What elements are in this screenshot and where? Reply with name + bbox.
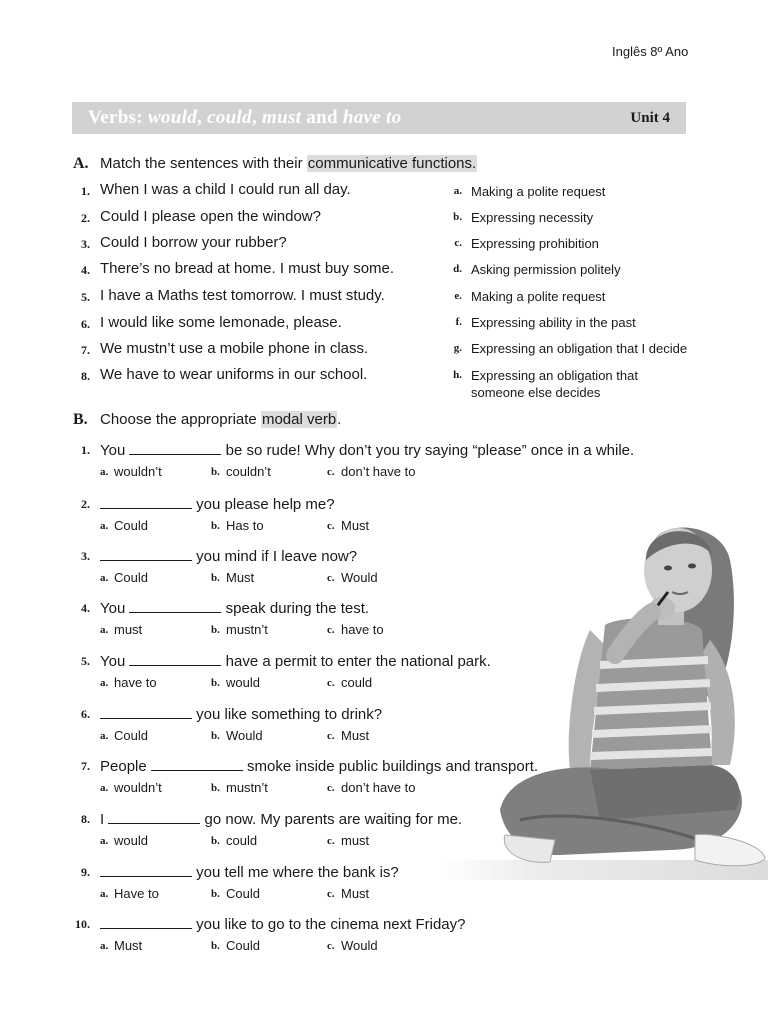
function-text: Expressing an obligation that I decide (471, 341, 688, 356)
sentence-text: I have a Maths test tomorrow. I must study. (100, 287, 385, 304)
sentence-number: 4. (81, 263, 90, 277)
function-letter: a. (453, 185, 462, 197)
option-text[interactable]: Could (226, 886, 260, 901)
option-letter: b. (211, 624, 220, 636)
unit-number: Unit 4 (630, 110, 670, 126)
unit-title: Verbs: would, could, must and have to (88, 107, 402, 128)
question-text: you please help me? (100, 494, 335, 513)
question-number: 2. (81, 497, 90, 511)
question-number: 4. (81, 601, 90, 615)
function-text: Making a polite request (471, 184, 606, 199)
question-text: You be so rude! Why don’t you try saying “please” once in a while. (100, 442, 635, 459)
option-text[interactable]: have to (341, 622, 384, 637)
option-text[interactable]: must (341, 833, 370, 848)
option-text[interactable]: Have to (114, 886, 159, 901)
option-text[interactable]: would (226, 675, 260, 690)
sentence-number: 6. (81, 317, 90, 331)
function-text: Expressing an obligation that someone else decides (471, 368, 638, 400)
option-letter: a. (100, 940, 109, 952)
option-text[interactable]: have to (114, 675, 157, 690)
question-number: 10. (75, 917, 90, 931)
thinking-girl-photo (440, 520, 768, 890)
sentence-number: 7. (81, 343, 90, 357)
option-letter: b. (211, 730, 220, 742)
option-letter: c. (327, 466, 335, 478)
question-number: 5. (81, 654, 90, 668)
question-text: You speak during the test. (100, 600, 370, 617)
option-letter: c. (327, 730, 335, 742)
option-letter: c. (327, 835, 335, 847)
option-letter: a. (100, 466, 109, 478)
answer-blank[interactable] (100, 546, 192, 561)
option-text[interactable]: Must (341, 518, 370, 533)
unit-title-bar (72, 102, 686, 134)
option-letter: c. (327, 677, 335, 689)
option-letter: a. (100, 572, 109, 584)
option-text[interactable]: Would (341, 570, 378, 585)
option-text[interactable]: mustn’t (226, 780, 268, 795)
section-b-instruction: Choose the appropriate modal verb. (100, 411, 342, 428)
option-text[interactable]: Must (226, 570, 255, 585)
function-letter: h. (453, 369, 462, 381)
sentence-number: 3. (81, 237, 90, 251)
answer-blank[interactable] (100, 704, 192, 719)
function-text: Expressing prohibition (471, 236, 599, 251)
question-text: I go now. My parents are waiting for me. (100, 811, 463, 828)
option-letter: a. (100, 888, 109, 900)
option-text[interactable]: Could (114, 570, 148, 585)
sentence-number: 2. (81, 211, 90, 225)
question-text: you like something to drink? (100, 704, 382, 723)
function-letter: c. (454, 237, 462, 249)
sentence-text: Could I borrow your rubber? (100, 234, 287, 251)
question-text: you like to go to the cinema next Friday? (100, 914, 465, 933)
option-letter: b. (211, 572, 220, 584)
sentence-text: We mustn’t use a mobile phone in class. (100, 340, 369, 357)
question-number: 8. (81, 812, 90, 826)
answer-blank[interactable] (129, 598, 221, 613)
option-letter: b. (211, 835, 220, 847)
option-text[interactable]: Must (341, 886, 370, 901)
option-letter: c. (327, 940, 335, 952)
option-letter: b. (211, 466, 220, 478)
option-text[interactable]: Could (114, 728, 148, 743)
option-letter: c. (327, 520, 335, 532)
sentence-text: We have to wear uniforms in our school. (100, 366, 368, 383)
question-number: 9. (81, 865, 90, 879)
function-letter: e. (454, 290, 462, 302)
function-text: Expressing ability in the past (471, 315, 636, 330)
option-text[interactable]: Would (226, 728, 263, 743)
sentence-number: 1. (81, 184, 90, 198)
option-letter: c. (327, 572, 335, 584)
option-letter: c. (327, 624, 335, 636)
option-letter: a. (100, 520, 109, 532)
question-number: 3. (81, 549, 90, 563)
option-text[interactable]: Must (114, 938, 143, 953)
option-text[interactable]: Has to (226, 518, 264, 533)
option-text[interactable]: mustn’t (226, 622, 268, 637)
option-text[interactable]: Would (341, 938, 378, 953)
option-text[interactable]: Must (341, 728, 370, 743)
option-letter: a. (100, 624, 109, 636)
question-number: 7. (81, 759, 90, 773)
function-text: Asking permission politely (471, 262, 621, 277)
sentence-text: I would like some lemonade, please. (100, 314, 342, 331)
option-letter: b. (211, 520, 220, 532)
function-letter: g. (453, 342, 462, 354)
answer-blank[interactable] (108, 809, 200, 824)
option-text[interactable]: would (114, 833, 148, 848)
question-text: you tell me where the bank is? (100, 862, 399, 881)
answer-blank[interactable] (100, 914, 192, 929)
option-letter: b. (211, 888, 220, 900)
section-b-letter: B. (73, 411, 88, 428)
option-letter: b. (211, 677, 220, 689)
course-label: Inglês 8º Ano (612, 44, 689, 59)
option-text[interactable]: Could (114, 518, 148, 533)
option-text[interactable]: could (226, 833, 258, 848)
option-text[interactable]: couldn’t (226, 464, 271, 479)
option-letter: c. (327, 782, 335, 794)
sentence-number: 5. (81, 290, 90, 304)
option-text[interactable]: could (341, 675, 373, 690)
question-text: You have a permit to enter the national park. (100, 653, 491, 670)
option-letter: a. (100, 835, 109, 847)
option-letter: a. (100, 782, 109, 794)
function-letter: b. (453, 211, 462, 223)
option-letter: a. (100, 677, 109, 689)
option-text[interactable]: must (114, 622, 143, 637)
option-text[interactable]: don’t have to (341, 780, 416, 795)
answer-blank[interactable] (129, 440, 221, 455)
option-text[interactable]: don’t have to (341, 464, 416, 479)
option-text[interactable]: wouldn’t (114, 464, 162, 479)
function-text: Expressing necessity (471, 210, 594, 225)
answer-blank[interactable] (100, 862, 192, 877)
option-text[interactable]: Could (226, 938, 260, 953)
option-letter: c. (327, 888, 335, 900)
sentence-text: When I was a child I could run all day. (100, 181, 351, 198)
option-text[interactable]: wouldn’t (114, 780, 162, 795)
function-letter: f. (455, 316, 462, 328)
question-text: you mind if I leave now? (100, 546, 357, 565)
section-a-instruction: Match the sentences with their communicative functions. (100, 155, 477, 172)
answer-blank[interactable] (100, 494, 192, 509)
question-number: 1. (81, 443, 90, 457)
sentence-text: There’s no bread at home. I must buy some. (100, 260, 395, 277)
section-a-letter: A. (73, 155, 89, 172)
function-letter: d. (453, 263, 462, 275)
function-text: Making a polite request (471, 289, 606, 304)
option-letter: a. (100, 730, 109, 742)
option-letter: b. (211, 940, 220, 952)
question-number: 6. (81, 707, 90, 721)
option-letter: b. (211, 782, 220, 794)
answer-blank[interactable] (151, 756, 243, 771)
answer-blank[interactable] (129, 651, 221, 666)
sentence-number: 8. (81, 369, 90, 383)
question-text: People smoke inside public buildings and transport. (100, 758, 539, 775)
sentence-text: Could I please open the window? (100, 208, 321, 225)
